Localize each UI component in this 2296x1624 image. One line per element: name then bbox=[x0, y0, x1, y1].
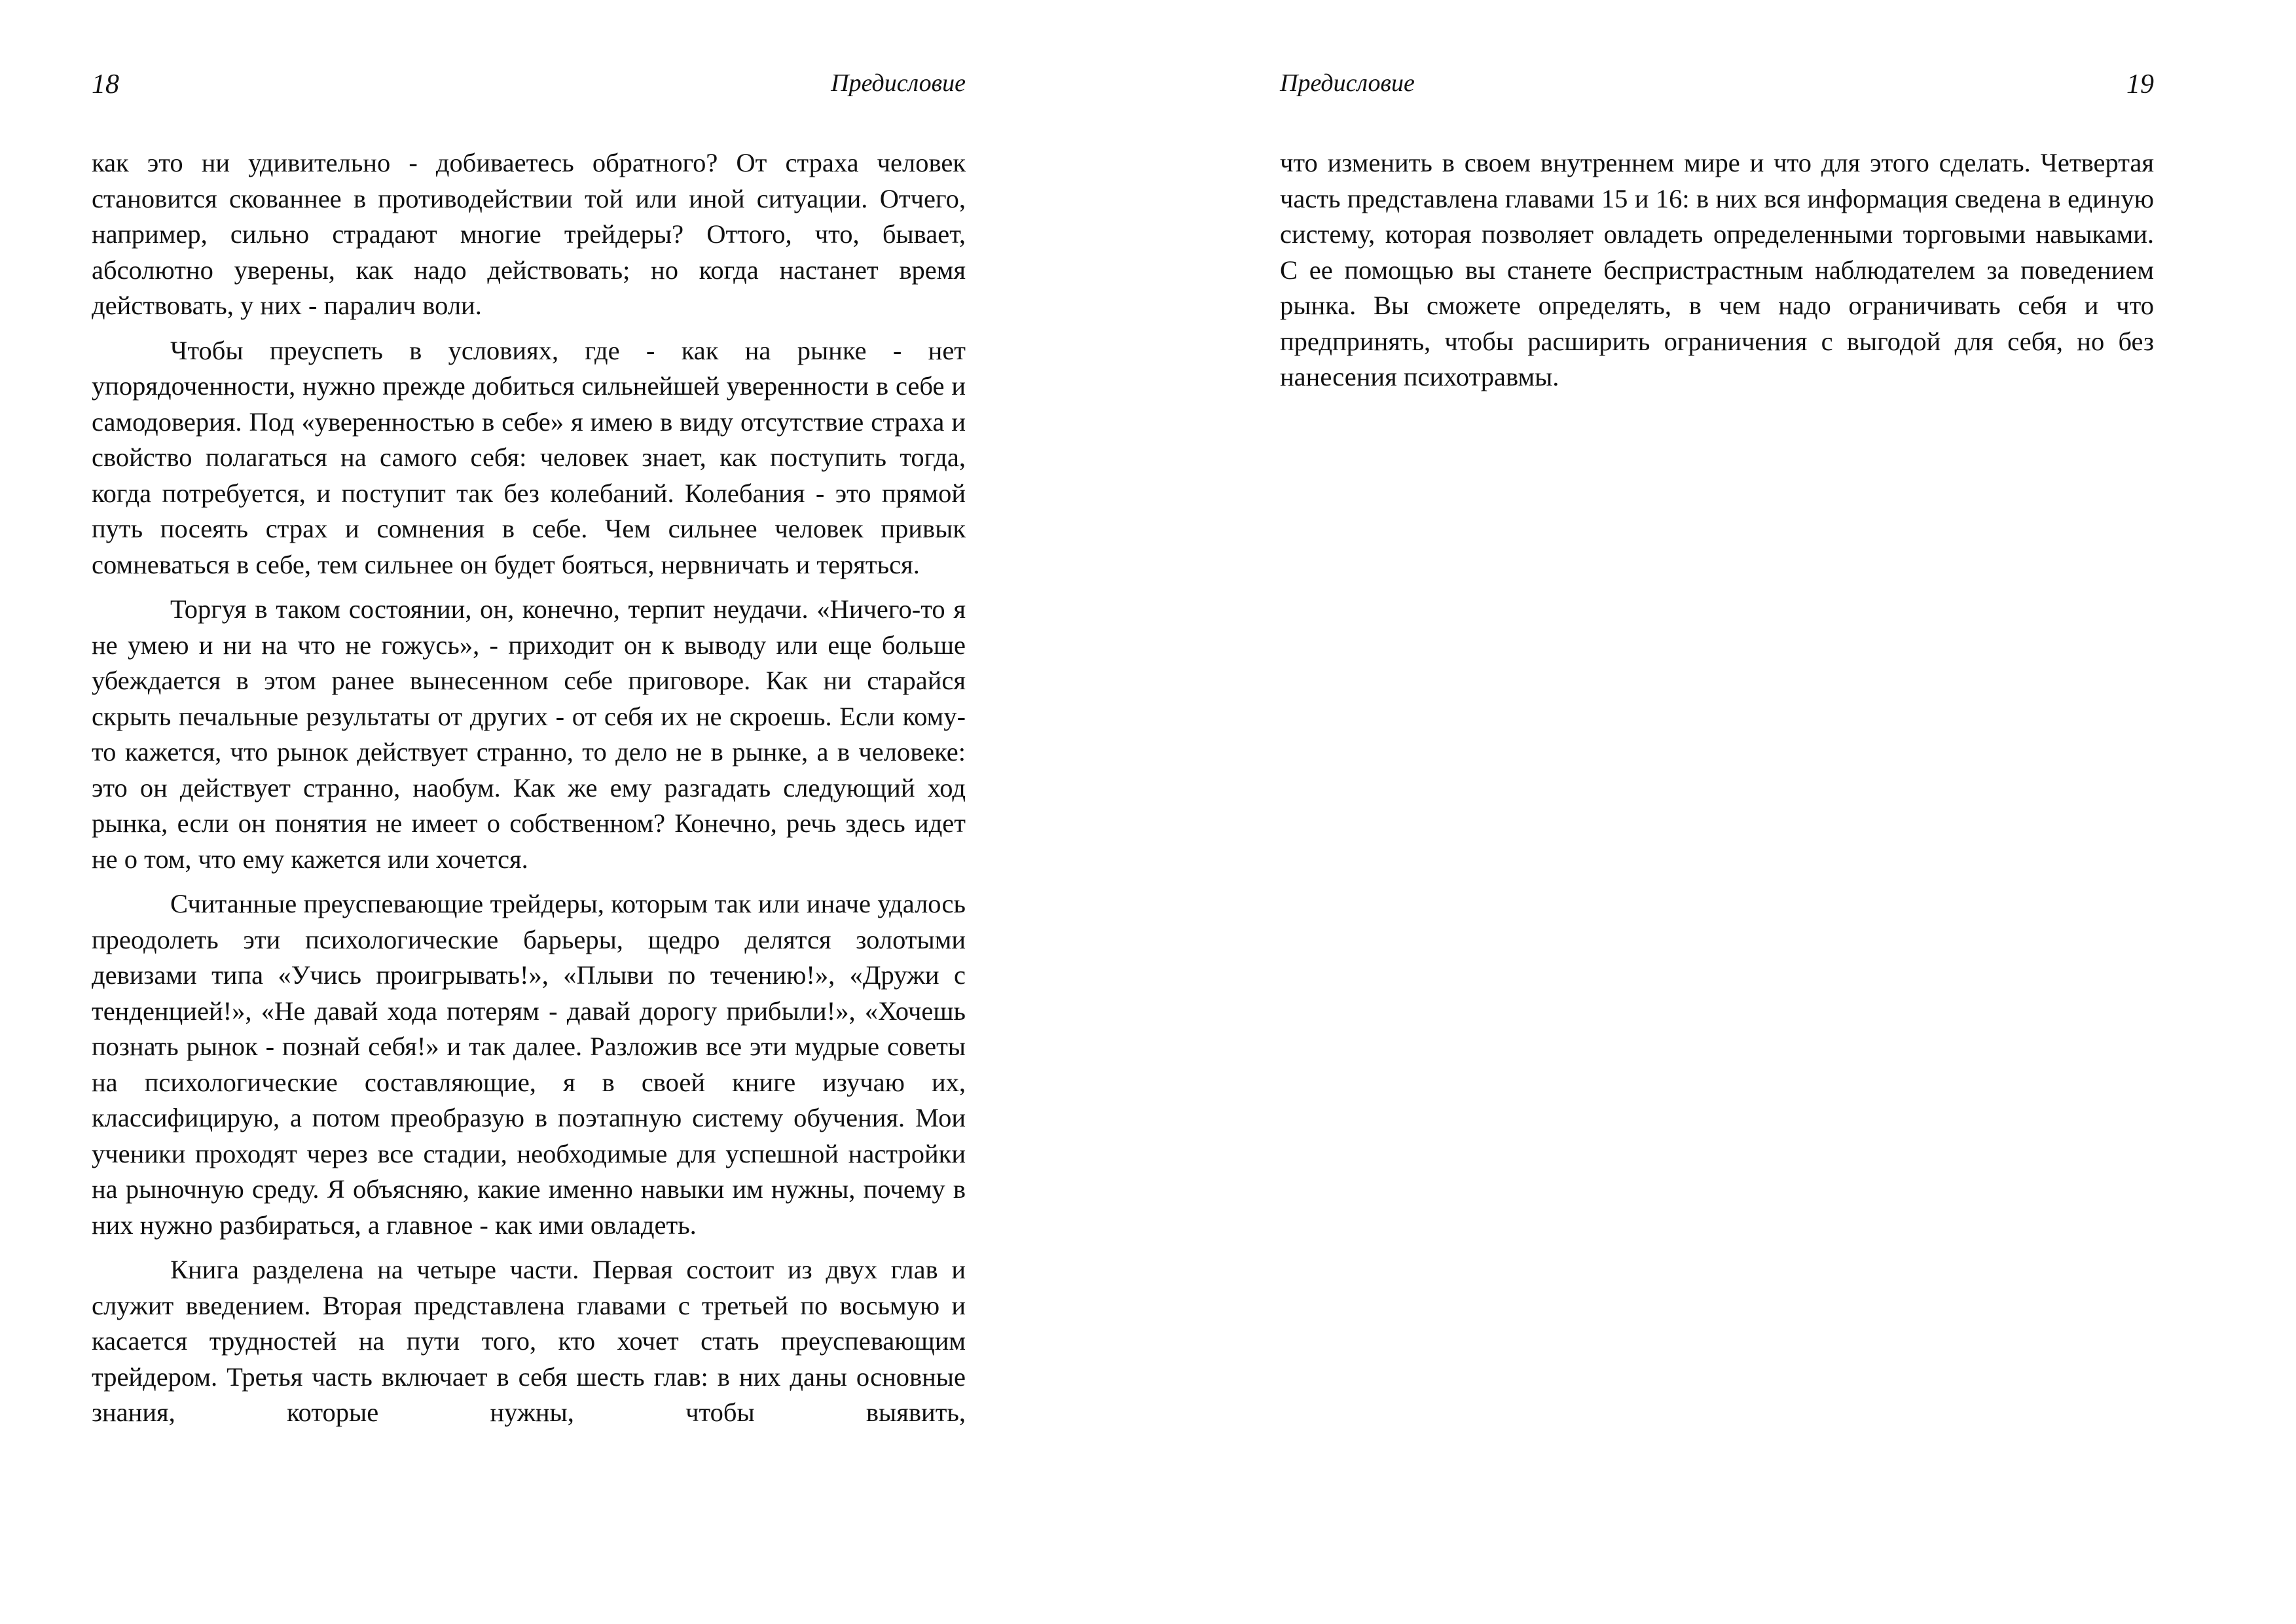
left-running-title: Предисловие bbox=[831, 69, 966, 97]
right-page-number: 19 bbox=[2126, 69, 2154, 99]
left-page-number: 18 bbox=[92, 69, 119, 99]
right-page-body bbox=[1280, 145, 2154, 405]
left-page-header bbox=[92, 69, 966, 115]
left-page-body bbox=[92, 145, 966, 1440]
paragraph: как это ни удивительно - добиваетесь обратного? От страха человек становится скованнее в противодействии той или иной ситуации. Отчего, например, сильно страдают многие трейдеры? Оттого, что, бывает, абсолютно уверены, как надо действовать; но когда настанет время действовать, у них - паралич воли. bbox=[92, 148, 966, 320]
paragraph: что изменить в своем внутреннем мире и что для этого сделать. Четвертая часть представлена главами 15 и 16: в них вся информация сведена в единую систему, которая позволяет овладеть определенными торговыми навыками. С ее помощью вы станете беспристрастным наблюдателем за поведением рынка. Вы сможете определять, в чем надо ограничивать себя и что предпринять, чтобы расширить ограничения с выгодой для себя, но без нанесения психотравмы. bbox=[1280, 148, 2154, 391]
paragraph: Считанные преуспевающие трейдеры, которым так или иначе удалось преодолеть эти психологические барьеры, щедро делятся золотыми девизами типа «Учись проигрывать!», «Плыви по течению!», «Дружи с тенденцией!», «Не давай хода потерям - давай дорогу прибыли!», «Хочешь познать рынок - познай себя!» и так далее. Разложив все эти мудрые советы на психологические составляющие, я в своей книге изучаю их, классифицирую, а потом преобразую в поэтапную систему обучения. Мои ученики проходят через все стадии, необходимые для успешной настройки на рыночную среду. Я объясняю, какие именно навыки им нужны, почему в них нужно разбираться, а главное - как ими овладеть. bbox=[92, 889, 966, 1240]
paragraph: Чтобы преуспеть в условиях, где - как на рынке - нет упорядоченности, нужно прежде добиться сильнейшей уверенности в себе и самодоверия. Под «уверенностью в себе» я имею в виду отсутствие страха и свойство полагаться на самого себя: человек знает, как поступить тогда, когда потребуется, и поступит так без колебаний. Колебания - это прямой путь посеять страх и сомнения в себе. Чем сильнее человек привык сомневаться в себе, тем сильнее он будет бояться, нервничать и теряться. bbox=[92, 335, 966, 579]
right-page-header bbox=[1280, 69, 2154, 115]
right-running-title: Предисловие bbox=[1280, 69, 1415, 97]
paragraph: Книга разделена на четыре части. Первая состоит из двух глав и служит введением. Вторая представлена главами с третьей по восьмую и касается трудностей на пути того, кто хочет стать преуспевающим трейдером. Третья часть включает в себя шесть глав: в них даны основные знания, которые нужны, чтобы выявить, bbox=[92, 1255, 966, 1427]
left-page bbox=[92, 0, 966, 1624]
paragraph: Торгуя в таком состоянии, он, конечно, терпит неудачи. «Ничего-то я не умею и ни на что не гожусь», - приходит он к выводу или еще больше убеждается в этом ранее вынесенном себе приговоре. Как ни старайся скрыть печальные результаты от других - от себя их не скроешь. Если кому-то кажется, что рынок действует странно, то дело не в рынке, а в человеке: это он действует странно, наобум. Как же ему разгадать следующий ход рынка, если он понятия не имеет о собственном? Конечно, речь здесь идет не о том, что ему кажется или хочется. bbox=[92, 594, 966, 874]
right-page bbox=[1280, 0, 2154, 1624]
